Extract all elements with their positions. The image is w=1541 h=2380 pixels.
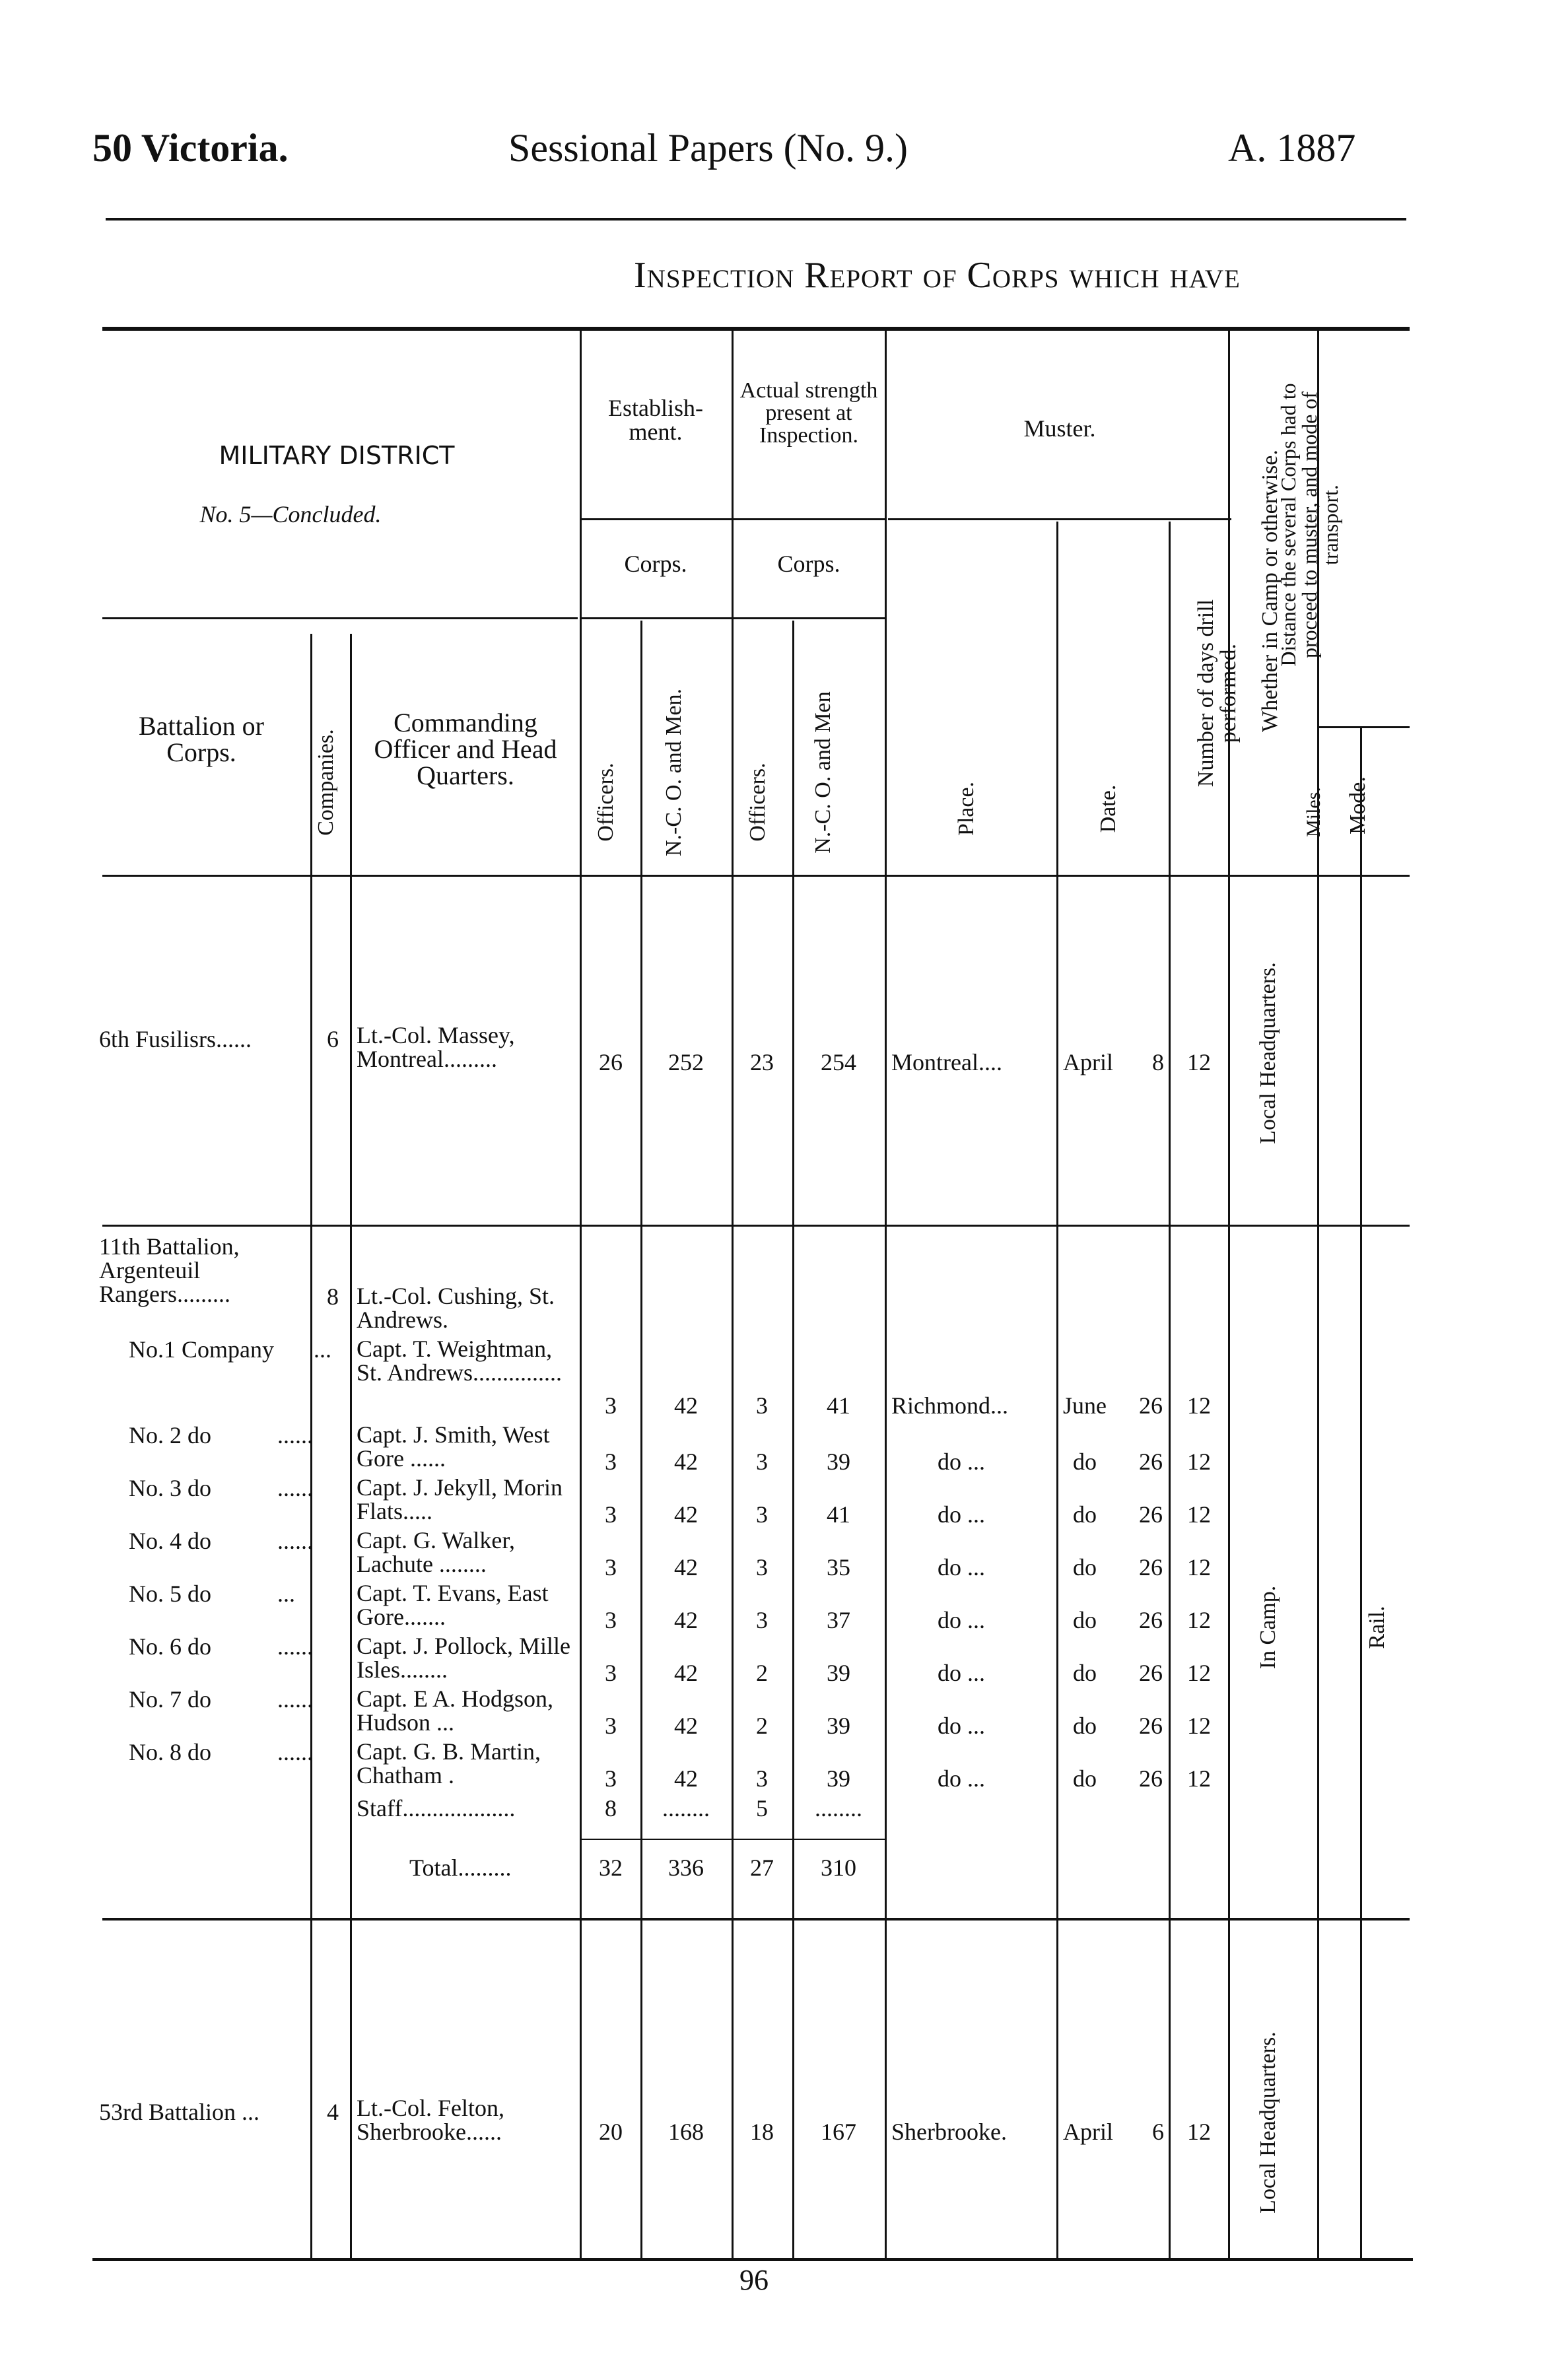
b53-act-off: 18 <box>750 2119 774 2145</box>
company-act-off: 3 <box>756 1607 768 1633</box>
company-days: 12 <box>1187 1554 1211 1581</box>
table-bottom-rule <box>92 2258 1413 2261</box>
company-act-off: 3 <box>756 1392 768 1419</box>
b53-act-men: 167 <box>821 2119 856 2145</box>
company-date: do <box>1073 1660 1097 1686</box>
fusiliers-est-off: 26 <box>599 1049 623 1075</box>
staff-label: Staff................... <box>357 1795 516 1821</box>
b53-companies: 4 <box>327 2099 339 2125</box>
total-est-men: 336 <box>668 1854 704 1881</box>
company-est-men: 42 <box>674 1660 698 1686</box>
company-day: 26 <box>1139 1765 1163 1792</box>
est-nco-heading: N.-C. O. and Men. <box>662 688 686 857</box>
staff-est-off: 8 <box>605 1795 617 1821</box>
place-heading: Place. <box>954 781 978 836</box>
header-rule <box>106 218 1406 221</box>
total-label: Total......... <box>409 1854 512 1881</box>
b53-name: 53rd Battalion ... <box>99 2099 259 2125</box>
company-est-off: 3 <box>605 1607 617 1633</box>
b53-place: Sherbrooke. <box>891 2119 1007 2145</box>
actual-strength-heading: Actual strength present at Inspection. <box>739 378 878 448</box>
header-left: 50 Victoria. <box>92 126 289 170</box>
total-act-men: 310 <box>821 1854 856 1881</box>
company-act-men: 41 <box>827 1392 850 1419</box>
b53-camp: Local Headquarters. <box>1256 2031 1280 2214</box>
district-heading: MILITARY DISTRICT <box>219 441 455 470</box>
table-top-rule <box>102 327 1410 331</box>
company-place: do ... <box>938 1660 985 1686</box>
company-label: No. 6 do <box>129 1633 211 1660</box>
company-dots: ...... <box>277 1686 313 1713</box>
report-title: Inspection Report of Corps which have <box>634 255 1241 296</box>
company-place: do ... <box>938 1713 985 1739</box>
company-place: do ... <box>938 1448 985 1475</box>
company-label: No. 7 do <box>129 1686 211 1713</box>
company-date: do <box>1073 1713 1097 1739</box>
company-act-off: 3 <box>756 1765 768 1792</box>
date-heading: Date. <box>1096 784 1120 833</box>
argenteuil-name: 11th Battalion, Argenteuil Rangers......... <box>99 1233 240 1307</box>
col-rule-mode <box>1360 726 1362 2258</box>
company-day: 26 <box>1139 1448 1163 1475</box>
fusiliers-officer: Lt.-Col. Massey, Montreal......... <box>357 1022 515 1072</box>
company-days: 12 <box>1187 1713 1211 1739</box>
col-rule-est-mid <box>640 621 642 2258</box>
fusiliers-date: April <box>1063 1049 1113 1075</box>
company-label: No. 3 do <box>129 1475 211 1501</box>
act-corps-heading: Corps. <box>777 551 840 577</box>
company-dots: ... <box>314 1336 331 1363</box>
company-days: 12 <box>1187 1392 1211 1419</box>
company-act-men: 35 <box>827 1554 850 1581</box>
company-dots: ... <box>277 1581 295 1607</box>
company-est-off: 3 <box>605 1713 617 1739</box>
est-officers-heading: Officers. <box>594 763 618 842</box>
company-est-off: 3 <box>605 1448 617 1475</box>
company-est-men: 42 <box>674 1554 698 1581</box>
company-date: do <box>1073 1501 1097 1528</box>
company-dots: ...... <box>277 1633 313 1660</box>
company-label: No. 8 do <box>129 1739 211 1765</box>
company-act-men: 39 <box>827 1713 850 1739</box>
company-officer: Capt. T. Weightman, St. Andrews............... <box>357 1336 563 1386</box>
fusiliers-est-men: 252 <box>668 1049 704 1075</box>
company-place: do ... <box>938 1554 985 1581</box>
company-act-off: 3 <box>756 1448 768 1475</box>
company-act-men: 37 <box>827 1607 850 1633</box>
fusiliers-companies: 6 <box>327 1026 339 1052</box>
muster-rule <box>888 518 1231 520</box>
company-dots: ...... <box>277 1422 313 1448</box>
col-rule-est <box>580 330 582 2258</box>
col-rule-date <box>1056 522 1058 2258</box>
b53-day: 6 <box>1152 2119 1164 2145</box>
company-dots: ...... <box>277 1475 313 1501</box>
company-label: No.1 Company <box>129 1336 274 1363</box>
company-est-men: 42 <box>674 1765 698 1792</box>
company-officer: Capt. J. Smith, West Gore ...... <box>357 1421 550 1472</box>
b53-est-off: 20 <box>599 2119 623 2145</box>
company-day: 26 <box>1139 1660 1163 1686</box>
fusiliers-day: 8 <box>1152 1049 1164 1075</box>
fusiliers-camp: Local Headquarters. <box>1256 962 1280 1144</box>
establishment-heading: Establish-ment. <box>608 395 703 445</box>
company-est-off: 3 <box>605 1554 617 1581</box>
companies-heading: Companies. <box>314 729 338 836</box>
fusiliers-place: Montreal.... <box>891 1049 1002 1075</box>
company-date: do <box>1073 1607 1097 1633</box>
company-place: do ... <box>938 1765 985 1792</box>
company-days: 12 <box>1187 1660 1211 1686</box>
staff-est-men: ........ <box>662 1795 710 1821</box>
fusiliers-act-off: 23 <box>750 1049 774 1075</box>
company-est-off: 3 <box>605 1765 617 1792</box>
company-est-men: 42 <box>674 1607 698 1633</box>
company-label: No. 2 do <box>129 1422 211 1448</box>
company-act-off: 2 <box>756 1713 768 1739</box>
col-rule-muster <box>885 330 887 2258</box>
district-rule <box>102 617 578 619</box>
mode-heading: Mode. <box>1346 776 1370 834</box>
b53-officer: Lt.-Col. Felton, Sherbrooke...... <box>357 2095 504 2145</box>
company-officer: Capt. G. Walker, Lachute ........ <box>357 1527 515 1577</box>
company-date: June <box>1063 1392 1107 1419</box>
argenteuil-camp: In Camp. <box>1256 1585 1280 1670</box>
argenteuil-mode: Rail. <box>1365 1606 1389 1649</box>
company-days: 12 <box>1187 1607 1211 1633</box>
company-est-men: 42 <box>674 1501 698 1528</box>
staff-act-men: ........ <box>815 1795 862 1821</box>
col-rule-act <box>732 330 734 2258</box>
header-right: A. 1887 <box>1228 126 1356 170</box>
miles-heading: Miles. <box>1303 787 1324 837</box>
b53-days: 12 <box>1187 2119 1211 2145</box>
fusiliers-act-men: 254 <box>821 1049 856 1075</box>
company-act-off: 2 <box>756 1660 768 1686</box>
company-date: do <box>1073 1765 1097 1792</box>
col-rule-commanding <box>350 634 352 2258</box>
commanding-heading: Commanding Officer and Head Quarters. <box>374 708 557 790</box>
company-place: Richmond... <box>891 1392 1008 1419</box>
col-rule-act-mid <box>792 621 794 2258</box>
distance-heading: Distance the several Corps had to proceed to muster, and mode of transport. <box>1276 383 1342 667</box>
company-days: 12 <box>1187 1448 1211 1475</box>
muster-heading: Muster. <box>1023 415 1096 442</box>
company-est-men: 42 <box>674 1713 698 1739</box>
company-act-men: 39 <box>827 1448 850 1475</box>
distance-rule <box>1317 726 1410 728</box>
company-officer: Capt. J. Jekyll, Morin Flats..... <box>357 1474 563 1524</box>
header-center: Sessional Papers (No. 9.) <box>508 126 908 170</box>
company-est-off: 3 <box>605 1660 617 1686</box>
company-date: do <box>1073 1448 1097 1475</box>
company-day: 26 <box>1139 1607 1163 1633</box>
company-label: No. 4 do <box>129 1528 211 1554</box>
company-dots: ...... <box>277 1739 313 1765</box>
company-act-men: 39 <box>827 1660 850 1686</box>
argenteuil-officer: Lt.-Col. Cushing, St. Andrews. <box>357 1283 555 1333</box>
company-days: 12 <box>1187 1765 1211 1792</box>
total-est-off: 32 <box>599 1854 623 1881</box>
days-heading: Number of days drill performed. <box>1194 599 1241 788</box>
b53-date: April <box>1063 2119 1113 2145</box>
company-officer: Capt. T. Evans, East Gore....... <box>357 1580 549 1630</box>
company-place: do ... <box>938 1501 985 1528</box>
company-act-men: 41 <box>827 1501 850 1528</box>
company-est-off: 3 <box>605 1501 617 1528</box>
company-day: 26 <box>1139 1554 1163 1581</box>
company-label: No. 5 do <box>129 1581 211 1607</box>
company-act-off: 3 <box>756 1501 768 1528</box>
col-rule-days <box>1169 522 1171 2258</box>
company-officer: Capt. G. B. Martin, Chatham . <box>357 1738 541 1788</box>
est-corps-heading: Corps. <box>624 551 687 577</box>
total-act-off: 27 <box>750 1854 774 1881</box>
camp-heading: Whether in Camp or otherwise. <box>1258 450 1282 732</box>
company-day: 26 <box>1139 1501 1163 1528</box>
company-act-men: 39 <box>827 1765 850 1792</box>
company-est-men: 42 <box>674 1392 698 1419</box>
company-est-men: 42 <box>674 1448 698 1475</box>
argenteuil-companies: 8 <box>327 1283 339 1310</box>
district-number: No. 5—Concluded. <box>199 501 382 527</box>
company-day: 26 <box>1139 1392 1163 1419</box>
battalion-heading: Battalion or Corps. <box>139 711 264 767</box>
b53-est-men: 168 <box>668 2119 704 2145</box>
company-act-off: 3 <box>756 1554 768 1581</box>
company-dots: ...... <box>277 1528 313 1554</box>
table-head-rule <box>102 875 1410 877</box>
company-date: do <box>1073 1554 1097 1581</box>
act-officers-heading: Officers. <box>745 763 770 842</box>
row-rule-1 <box>102 1225 1410 1227</box>
fusiliers-days: 12 <box>1187 1049 1211 1075</box>
act-nco-heading: N.-C. O. and Men <box>811 691 835 854</box>
company-est-off: 3 <box>605 1392 617 1419</box>
page-number: 96 <box>739 2264 769 2296</box>
company-officer: Capt. E A. Hodgson, Hudson ... <box>357 1685 554 1736</box>
company-days: 12 <box>1187 1501 1211 1528</box>
staff-act-off: 5 <box>756 1795 768 1821</box>
company-officer: Capt. J. Pollock, Mille Isles........ <box>357 1633 570 1683</box>
fusiliers-name: 6th Fusilisrs...... <box>99 1026 252 1052</box>
company-day: 26 <box>1139 1713 1163 1739</box>
company-place: do ... <box>938 1607 985 1633</box>
